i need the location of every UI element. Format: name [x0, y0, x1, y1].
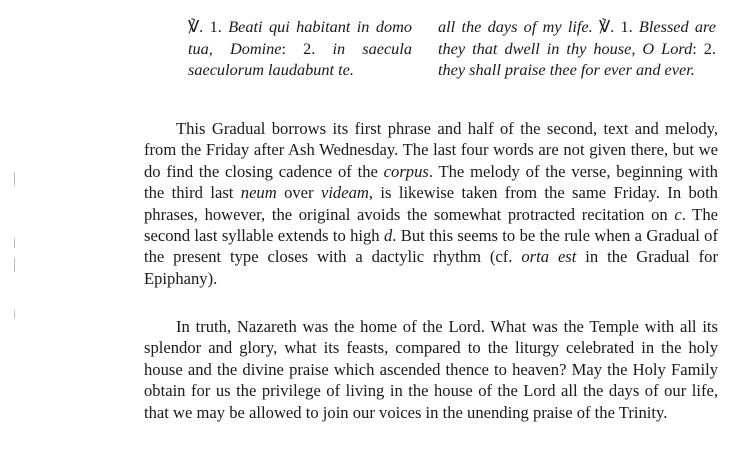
english-verse-part1: all the days of my life.	[438, 17, 593, 36]
verse-number: 1.	[203, 17, 229, 36]
text-run: . The second last syllable extends to high	[144, 204, 718, 246]
commentary-paragraph-2: In truth, Nazareth was the home of the Lord. What was the Temple with all its splendor and glory, what its feasts, compared to the liturgy celebrated in the holy house and the divine praise which ascended thence to heaven? May the Holy Family obtain for us the privilege of living in the house of the Lord all the days of our life, that we may be allowed to join our voices in the unending praise of the Trinity.	[144, 317, 718, 422]
versicle-sign: ℣.	[592, 17, 615, 36]
margin-mark	[14, 238, 15, 248]
margin-mark	[14, 258, 15, 272]
text-run: over	[276, 183, 321, 203]
latin-verse-part1: Beati qui habitant in domo tua, Domine	[188, 17, 413, 58]
italic-term: neum	[240, 183, 277, 203]
italic-term: videam	[320, 183, 369, 203]
italic-term: d	[383, 226, 393, 246]
english-verse	[438, 16, 716, 81]
margin-mark	[14, 310, 15, 318]
text-run: . But this seems to be the rule when a Gradual of the present type closes with a dactylic rhythm (cf.	[144, 226, 718, 267]
latin-verse-part2: in saecula saeculorum laudabunt te.	[188, 38, 412, 79]
italic-term: corpus	[383, 161, 429, 181]
text-run: in the Gradual for Epiphany).	[144, 247, 718, 288]
verse-separator: : 2.	[692, 38, 716, 58]
text-run: . The melody of the verse, beginning with the third last	[144, 161, 718, 203]
text-run: This Gradual borrows its first phrase and half of the second, text and melody, from the Friday after Ash Wednesday. The last four words are not given there, but we do find the closing cadence of the	[144, 119, 718, 181]
english-verse-part2: Blessed are they that dwell in thy house, O Lord	[438, 17, 717, 58]
verse-number: 1.	[614, 17, 639, 36]
margin-mark	[14, 172, 15, 186]
english-verse-part3: they shall praise thee for ever and ever.	[438, 60, 695, 79]
commentary-paragraph-1	[144, 118, 718, 289]
latin-verse	[188, 16, 412, 81]
italic-term: orta est	[521, 247, 577, 267]
italic-term: c	[674, 204, 682, 224]
verse-separator: : 2.	[281, 38, 333, 58]
text-run: , is likewise taken from the same Friday. In both phrases, however, the original avoids the somewhat protracted recitation on	[144, 183, 718, 224]
versicle-sign: ℣.	[188, 17, 204, 36]
